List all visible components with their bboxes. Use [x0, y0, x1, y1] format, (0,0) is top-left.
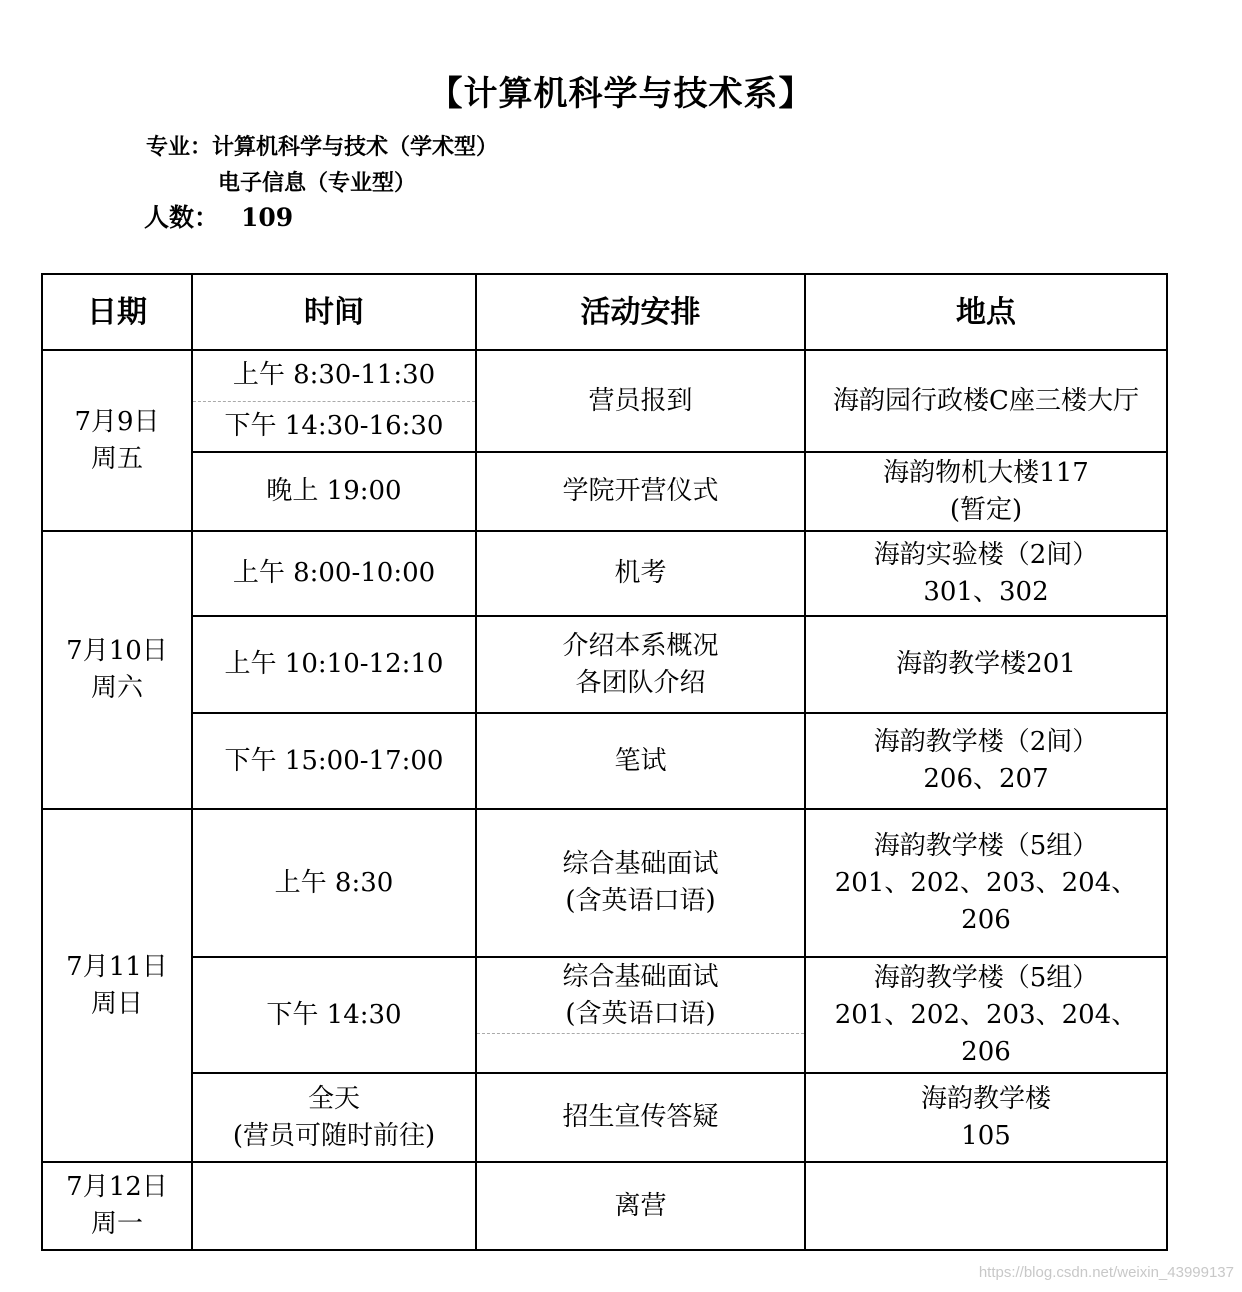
location-cell: 海韵园行政楼C座三楼大厅: [805, 350, 1167, 452]
date-cell: [42, 531, 192, 809]
count-label: 人数：: [144, 203, 220, 232]
activity-line: 综合基础面试: [562, 849, 719, 879]
activity-line: 介绍本系概况: [562, 630, 719, 661]
time-afternoon: 下午 14:30-16:30: [224, 410, 444, 441]
location-cell: [805, 713, 1167, 809]
major-1: 计算机科学与技术（学术型）: [212, 134, 499, 160]
schedule-table: [41, 273, 1168, 1251]
location-cell: [805, 1073, 1167, 1162]
time-cell: [192, 1073, 476, 1162]
activity-cell: [476, 957, 805, 1073]
major-2: 电子信息（专业型）: [218, 170, 417, 196]
location-line: 201、202、203、204、206: [834, 867, 1138, 935]
location-line: 海韵教学楼: [920, 1083, 1051, 1114]
location-cell: [805, 1162, 1167, 1250]
date: 7月11日: [66, 951, 168, 982]
table-row: [42, 1162, 1167, 1250]
activity-cell: 笔试: [476, 713, 805, 809]
date: 7月9日: [74, 406, 160, 437]
activity-lower: [477, 1034, 804, 1072]
location-line: 201、202、203、204、206: [834, 999, 1138, 1067]
major-line-1: [146, 136, 498, 158]
time-cell: [192, 350, 476, 452]
time-line: 全天: [307, 1083, 360, 1114]
activity-line: (含英语口语): [565, 886, 716, 916]
weekday: 周日: [90, 988, 143, 1019]
location-line: (暂定): [949, 494, 1023, 525]
activity-cell: 营员报到: [476, 350, 805, 452]
time-morning: 上午 8:30-11:30: [193, 351, 475, 402]
time-line: (营员可随时前往): [232, 1120, 436, 1151]
activity-line: (含英语口语): [565, 998, 716, 1029]
location-line: 301、302: [923, 576, 1049, 607]
date: 7月10日: [66, 636, 168, 666]
date-cell: [42, 1162, 192, 1250]
page-title: 【计算机科学与技术系】: [428, 74, 814, 114]
location-line: 海韵教学楼（5组）: [873, 962, 1099, 993]
activity-upper: [477, 958, 804, 1034]
weekday: 周六: [90, 673, 143, 703]
watermark: https://blog.csdn.net/weixin_43999137: [978, 1264, 1234, 1281]
count-line: [144, 205, 293, 230]
location-line: 海韵实验楼（2间）: [873, 539, 1099, 570]
table-row: [42, 350, 1167, 452]
location-cell: 海韵教学楼201: [805, 616, 1167, 713]
location-cell: [805, 452, 1167, 531]
table-row: [42, 1073, 1167, 1162]
major-line-2: [218, 172, 416, 194]
activity-cell: 学院开营仪式: [476, 452, 805, 531]
major-label: 专业：: [146, 134, 213, 160]
date: 7月12日: [66, 1172, 168, 1202]
time-cell: 晚上 19:00: [192, 452, 476, 531]
activity-cell: 机考: [476, 531, 805, 616]
time-cell: 下午 15:00-17:00: [192, 713, 476, 809]
table-row: [42, 452, 1167, 531]
location-cell: [805, 809, 1167, 957]
header-activity: 活动安排: [476, 274, 805, 350]
weekday: 周一: [90, 1209, 143, 1239]
location-line: 海韵教学楼（5组）: [873, 830, 1099, 861]
table-row: [42, 957, 1167, 1073]
table-header-row: [42, 274, 1167, 350]
count-value: 109: [241, 203, 294, 232]
table-row: [42, 531, 1167, 616]
location-cell: [805, 957, 1167, 1073]
table-row: [42, 713, 1167, 809]
header-time: 时间: [192, 274, 476, 350]
location-line: 海韵物机大楼117: [883, 457, 1089, 488]
activity-cell: [476, 809, 805, 957]
activity-cell: 招生宣传答疑: [476, 1073, 805, 1162]
date-cell: [42, 350, 192, 531]
time-cell: 下午 14:30: [192, 957, 476, 1073]
header-date: 日期: [42, 274, 192, 350]
location-line: 海韵教学楼（2间）: [873, 727, 1099, 757]
time-cell: 上午 10:10-12:10: [192, 616, 476, 713]
location-line: 105: [961, 1120, 1011, 1151]
header-location: 地点: [805, 274, 1167, 350]
date-cell: [42, 809, 192, 1162]
time-cell: 上午 8:30: [192, 809, 476, 957]
location-cell: [805, 531, 1167, 616]
activity-cell: 离营: [476, 1162, 805, 1250]
table-row: [42, 616, 1167, 713]
location-line: 206、207: [923, 764, 1049, 794]
time-cell: 上午 8:00-10:00: [192, 531, 476, 616]
activity-line: 综合基础面试: [562, 961, 719, 992]
weekday: 周五: [90, 443, 143, 474]
table-row: [42, 809, 1167, 957]
activity-line: 各团队介绍: [575, 667, 706, 698]
time-cell: [192, 1162, 476, 1250]
activity-cell: [476, 616, 805, 713]
